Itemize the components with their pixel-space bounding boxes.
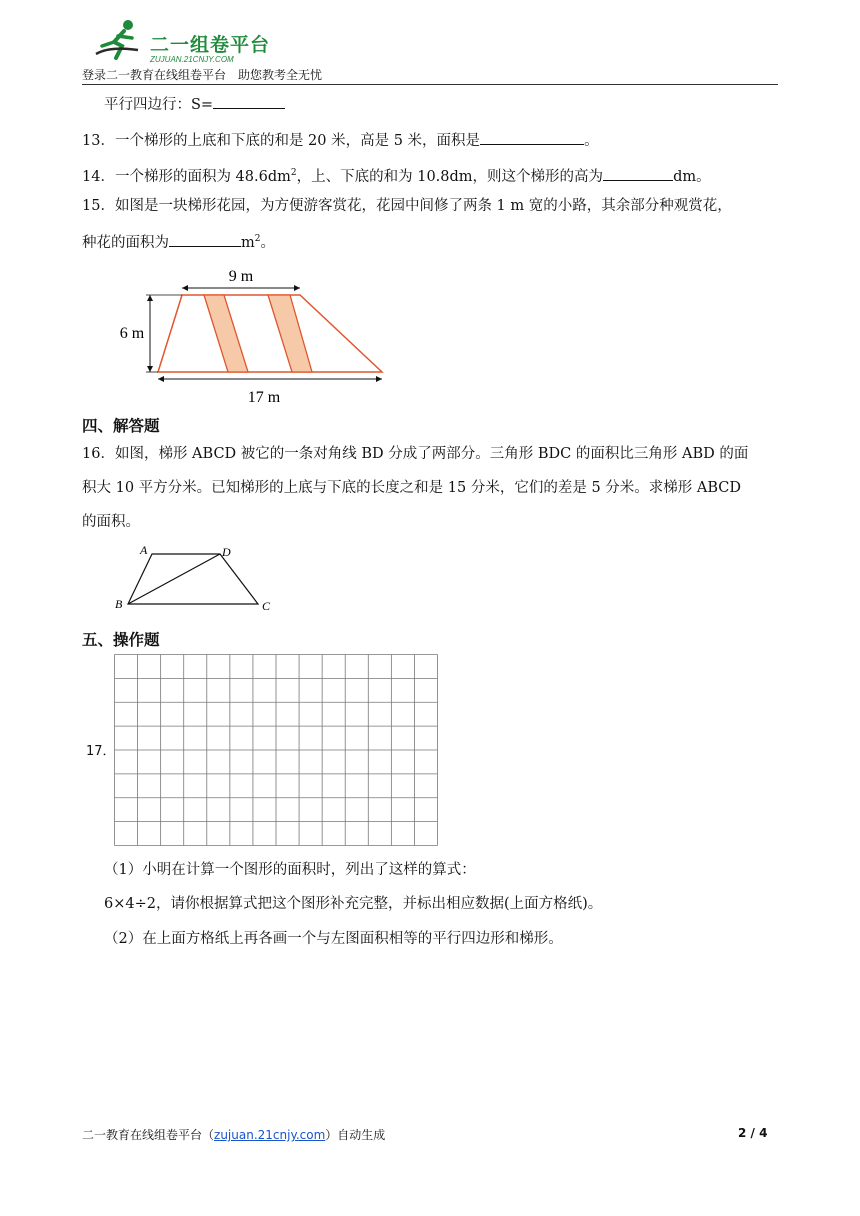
header-divider <box>82 84 778 85</box>
question-text-end: 。 <box>584 133 599 149</box>
question-text: 13．一个梯形的上底和下底的和是 20 米，高是 5 米，面积是 <box>82 133 481 149</box>
superscript: 2 <box>290 168 297 178</box>
vertex-d-label: D <box>222 545 231 559</box>
path-strip-1 <box>204 295 248 372</box>
question-text: ，上、下底的和为 10.8dm，则这个梯形的高为 <box>296 168 604 185</box>
question-13 <box>82 130 599 151</box>
brand-name: 二一组卷平台 <box>150 34 271 56</box>
answer-blank[interactable] <box>169 232 241 247</box>
question-14 <box>82 163 711 187</box>
question-parallelogram <box>104 94 285 115</box>
question-15-line1: 15．如图是一块梯形花园，为方便游客赏花，花园中间修了两条 1 m 宽的小路，其余部分种观赏花， <box>82 198 732 214</box>
section-title-4: 四、解答题 <box>82 417 160 435</box>
question-16-line3: 的面积。 <box>82 514 140 530</box>
question-17-number: 17． <box>86 744 116 759</box>
top-base-label: 9 m <box>228 268 254 285</box>
question-unit: m <box>241 234 255 251</box>
height-label: 6 m <box>119 325 145 342</box>
trapezoid-abcd-figure <box>110 540 280 616</box>
header-tagline: 登录二一教育在线组卷平台 助您教考全无忧 <box>82 68 323 82</box>
section-title-5: 五、操作题 <box>82 631 160 649</box>
brand-url: ZUJUAN.21CNJY.COM <box>150 55 234 64</box>
question-17-part1a: （1）小明在计算一个图形的面积时，列出了这样的算式： <box>104 862 476 878</box>
vertex-c-label: C <box>262 599 271 613</box>
question-17-part2: （2）在上面方格纸上再各画一个与左图面积相等的平行四边形和梯形。 <box>104 931 563 947</box>
question-text: 14．一个梯形的面积为 48.6dm <box>82 168 291 185</box>
vertex-a-label: A <box>140 543 148 557</box>
bottom-base-label: 17 m <box>247 389 281 406</box>
vertex-b-label: B <box>115 597 123 611</box>
diagonal-bd <box>128 554 220 604</box>
trapezoid-abcd <box>128 554 258 604</box>
garden-trapezoid <box>158 295 382 372</box>
answer-blank[interactable] <box>213 94 285 109</box>
page-number: 2 / 4 <box>738 1126 768 1140</box>
question-17-part1b: 6×4÷2，请你根据算式把这个图形补充完整，并标出相应数据(上面方格纸)。 <box>104 896 603 912</box>
footer-text: ）自动生成 <box>325 1128 386 1142</box>
answer-blank[interactable] <box>480 130 584 145</box>
footer-credit <box>82 1126 385 1143</box>
question-16-line2: 积大 10 平方分米。已知梯形的上底与下底的长度之和是 15 分米，它们的差是 5 分米。求梯形 ABCD <box>82 480 742 496</box>
footer-link[interactable]: zujuan.21cnjy.com <box>214 1128 326 1142</box>
question-unit: dm。 <box>673 168 711 185</box>
question-text: 种花的面积为 <box>82 234 169 251</box>
runner-logo-icon <box>88 16 148 64</box>
question-15-line2 <box>82 229 275 253</box>
question-16-line1: 16．如图，梯形 ABCD 被它的一条对角线 BD 分成了两部分。三角形 BDC 的面积比三角形 ABD 的面 <box>82 446 749 462</box>
graph-paper-grid[interactable] <box>114 654 438 846</box>
trapezoid-garden-figure <box>110 262 400 412</box>
path-strip-2 <box>268 295 312 372</box>
footer-text: 二一教育在线组卷平台（ <box>82 1128 215 1142</box>
superscript: 2 <box>254 234 261 244</box>
answer-blank[interactable] <box>603 166 673 181</box>
question-text: 平行四边行：S= <box>104 97 214 113</box>
question-text-end: 。 <box>260 234 275 251</box>
